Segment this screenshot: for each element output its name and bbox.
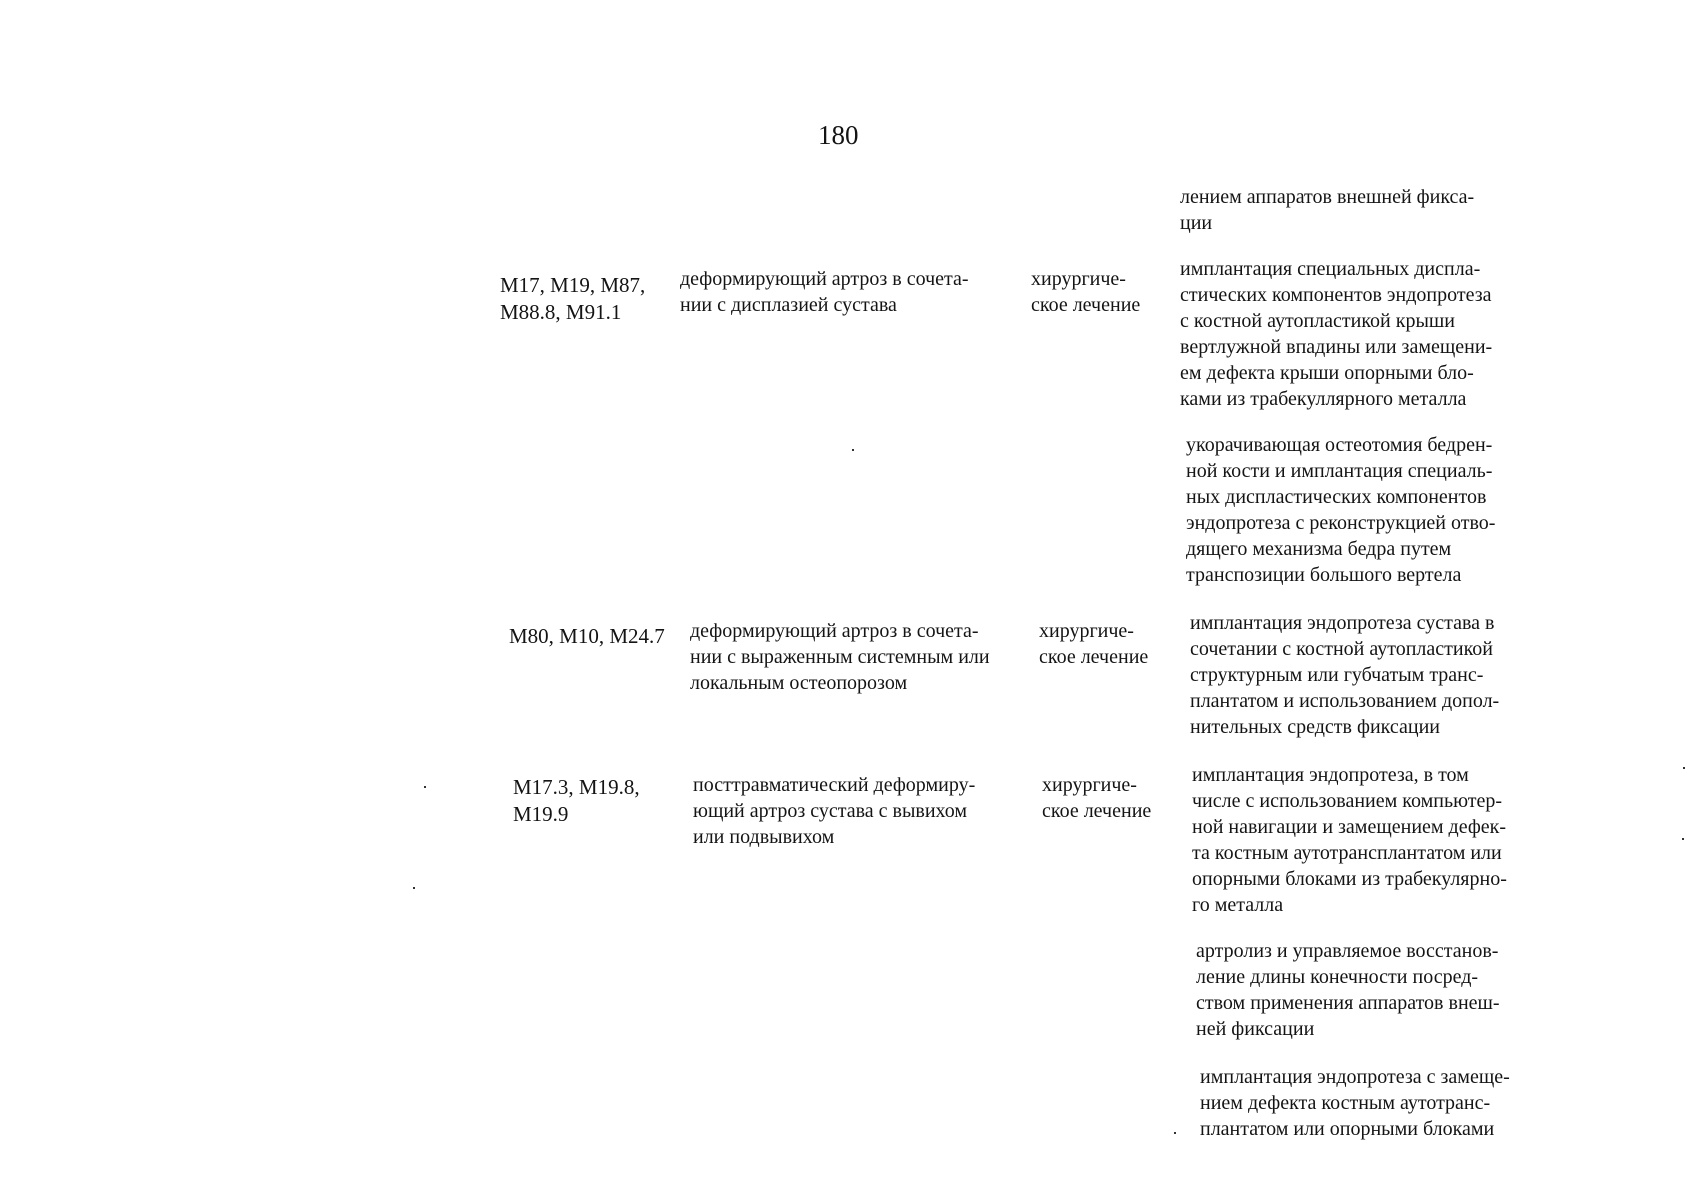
icd-codes-row-3: M17.3, M19.8, M19.9 bbox=[513, 775, 640, 826]
method-row-3-b: артролиз и управляемое восстанов- ление длины конечности посред- ством применения аппаратов внеш- ней фиксации bbox=[1196, 940, 1500, 1040]
icd-codes-row-1: M17, M19, M87, M88.8, M91.1 bbox=[500, 273, 646, 324]
method-row-3-a: имплантация эндопротеза, в том числе с использованием компьютер- ной навигации и замещением дефек- та костным аутотрансплантатом или опорными блоками из трабекулярно- го металла bbox=[1192, 764, 1507, 916]
icd-codes-row-2: M80, M10, M24.7 bbox=[509, 624, 665, 648]
treatment-row-2: хирургиче- ское лечение bbox=[1039, 620, 1149, 668]
diagnosis-row-1: деформирующий артроз в сочета- нии с дисплазией сустава bbox=[680, 268, 969, 316]
method-row-1-b: укорачивающая остеотомия бедрен- ной кости и имплантация специаль- ных диспластических компонентов эндопротеза с реконструкцией отво- дящего механизма бедра путем транспозиции большого вертела bbox=[1186, 434, 1496, 586]
diagnosis-row-3: посттравматический деформиру- ющий артроз сустава с вывихом или подвывихом bbox=[693, 774, 976, 848]
page-number: 180 bbox=[818, 120, 859, 150]
scan-speck bbox=[1174, 1132, 1176, 1134]
treatment-row-3: хирургиче- ское лечение bbox=[1042, 774, 1152, 822]
method-row-3-c: имплантация эндопротеза с замеще- нием дефекта костным аутотранс- плантатом или опорными блоками bbox=[1200, 1066, 1510, 1140]
diagnosis-row-2: деформирующий артроз в сочета- нии с выраженным системным или локальным остеопорозом bbox=[690, 620, 990, 694]
method-row-1-a: имплантация специальных диспла- стических компонентов эндопротеза с костной аутопластикой крыши вертлужной впадины или замещени- ем дефекта крыши опорными бло- ками из трабекуллярного металла bbox=[1180, 258, 1493, 410]
scan-speck bbox=[413, 887, 415, 889]
method-continuation: лением аппаратов внешней фикса- ции bbox=[1180, 186, 1475, 234]
scan-speck bbox=[852, 449, 854, 451]
scan-speck bbox=[1683, 767, 1685, 769]
scan-speck bbox=[424, 786, 426, 788]
scan-speck bbox=[1682, 838, 1684, 840]
method-row-2-a: имплантация эндопротеза сустава в сочетании с костной аутопластикой структурным или губчатым транс- плантатом и использованием допол- нительных средств фиксации bbox=[1190, 612, 1500, 738]
treatment-row-1: хирургиче- ское лечение bbox=[1031, 268, 1141, 316]
